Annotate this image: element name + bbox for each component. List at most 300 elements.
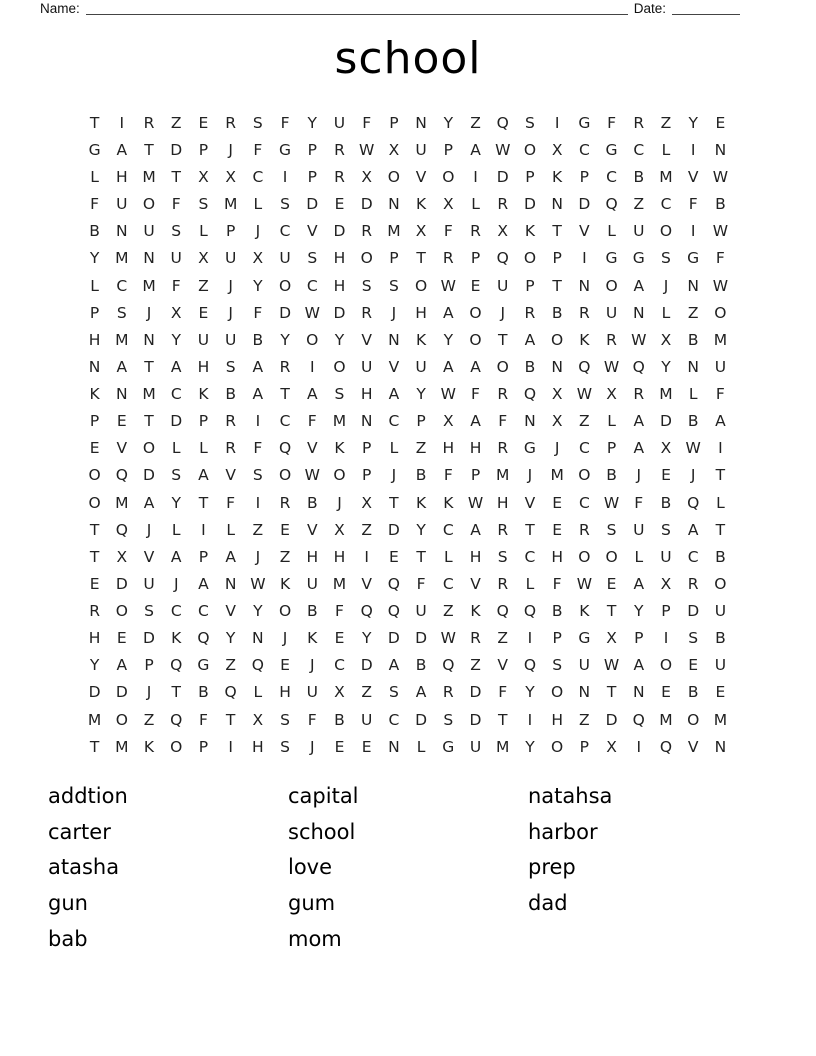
grid-cell: V	[579, 222, 590, 241]
grid-cell: O	[659, 656, 673, 675]
grid-cell: G	[687, 249, 700, 268]
grid-cell: X	[660, 439, 672, 458]
grid-cell: Y	[89, 249, 100, 268]
grid-cell: U	[306, 574, 318, 593]
grid-cell: V	[361, 574, 372, 593]
grid-cell: A	[443, 357, 454, 376]
grid-cell: M	[713, 330, 728, 349]
grid-cell: A	[470, 357, 481, 376]
grid-cell: I	[636, 737, 642, 756]
grid-cell: A	[633, 574, 645, 593]
grid-cell: J	[228, 303, 233, 322]
grid-cell: G	[605, 249, 618, 268]
grid-cell: T	[497, 710, 508, 729]
grid-cell: V	[687, 737, 699, 756]
grid-cell: V	[143, 547, 155, 566]
grid-cell: O	[360, 249, 373, 268]
grid-cell: G	[279, 140, 292, 159]
grid-cell: Z	[415, 439, 427, 458]
grid-cell: O	[142, 195, 156, 214]
grid-cell: U	[714, 602, 727, 621]
grid-cell: B	[524, 357, 536, 376]
grid-cell: D	[306, 195, 319, 214]
grid-cell: G	[88, 140, 101, 159]
grid-cell: T	[144, 412, 154, 431]
grid-cell: B	[606, 466, 617, 485]
grid-cell: Q	[605, 195, 618, 214]
grid-cell: O	[115, 710, 128, 729]
grid-cell: F	[253, 439, 263, 458]
grid-cell: U	[415, 357, 427, 376]
grid-cell: N	[88, 357, 101, 376]
grid-cell: C	[170, 602, 182, 621]
grid-cell: X	[198, 249, 209, 268]
grid-cell: X	[252, 710, 264, 729]
grid-cell: F	[335, 602, 344, 621]
grid-cell: E	[688, 656, 699, 675]
grid-cell: I	[282, 168, 288, 187]
grid-cell: M	[659, 385, 673, 404]
grid-cell: E	[89, 439, 100, 458]
grid-cell: R	[524, 303, 536, 322]
grid-cell: A	[415, 683, 427, 702]
grid-cell: S	[443, 710, 454, 729]
grid-cell: Y	[661, 357, 671, 376]
grid-cell: M	[387, 222, 401, 241]
grid-cell: Z	[497, 629, 509, 648]
grid-cell: R	[687, 574, 699, 593]
grid-cell: O	[551, 737, 564, 756]
grid-cell: Y	[361, 629, 372, 648]
grid-cell: S	[280, 710, 290, 729]
grid-cell: C	[442, 520, 454, 539]
grid-cell: Z	[633, 195, 645, 214]
grid-cell: T	[552, 222, 562, 241]
grid-cell: L	[525, 574, 535, 593]
grid-cell: R	[225, 439, 237, 458]
grid-cell: M	[142, 276, 156, 295]
grid-cell: R	[497, 574, 509, 593]
grid-cell: D	[578, 195, 591, 214]
grid-cell: V	[225, 466, 236, 485]
grid-cell: O	[278, 602, 292, 621]
word-list	[48, 779, 768, 958]
grid-cell: P	[525, 168, 535, 187]
grid-cell: I	[228, 737, 233, 756]
grid-cell: S	[525, 113, 535, 132]
grid-cell: Y	[89, 656, 100, 675]
grid-cell: Z	[252, 520, 264, 539]
grid-cell: R	[279, 357, 291, 376]
grid-cell: P	[416, 412, 426, 431]
grid-cell: C	[442, 574, 454, 593]
grid-cell: Q	[197, 629, 210, 648]
grid-cell: V	[306, 222, 318, 241]
grid-cell: Z	[687, 303, 699, 322]
grid-cell: P	[552, 249, 562, 268]
grid-cell: X	[497, 222, 509, 241]
grid-cell: O	[551, 330, 564, 349]
grid-cell: N	[388, 737, 400, 756]
grid-cell: J	[228, 140, 233, 159]
grid-cell: G	[578, 629, 591, 648]
grid-cell: X	[551, 140, 563, 159]
grid-cell: L	[199, 222, 208, 241]
grid-cell: O	[551, 683, 564, 702]
word-list-item: gun	[48, 891, 88, 916]
grid-cell: P	[389, 113, 399, 132]
grid-cell: J	[255, 547, 261, 566]
grid-cell: F	[362, 113, 372, 132]
grid-cell: I	[582, 249, 587, 268]
grid-cell: S	[252, 113, 263, 132]
grid-cell: M	[332, 412, 347, 431]
grid-cell: S	[144, 602, 154, 621]
grid-cell: W	[576, 385, 593, 404]
grid-cell: B	[687, 412, 699, 431]
date-write-line	[672, 1, 740, 15]
grid-cell: M	[142, 385, 156, 404]
grid-cell: Z	[361, 520, 372, 539]
grid-cell: V	[415, 168, 427, 187]
grid-cell: Z	[579, 412, 590, 431]
grid-cell: X	[442, 195, 454, 214]
grid-cell: U	[605, 303, 618, 322]
grid-cell: K	[470, 602, 481, 621]
grid-cell: A	[443, 303, 454, 322]
grid-cell: Z	[470, 113, 481, 132]
grid-cell: C	[578, 140, 590, 159]
grid-cell: F	[307, 412, 317, 431]
grid-cell: J	[282, 629, 288, 648]
date-label: Date:	[633, 1, 666, 16]
grid-cell: O	[469, 303, 482, 322]
grid-cell: Y	[280, 330, 290, 349]
grid-cell: L	[661, 303, 671, 322]
grid-cell: E	[606, 574, 617, 593]
grid-cell: T	[198, 493, 209, 512]
word-list-item: addtion	[48, 784, 128, 808]
grid-cell: C	[279, 412, 291, 431]
grid-cell: O	[714, 574, 727, 593]
grid-cell: I	[718, 439, 723, 458]
grid-cell: Y	[634, 602, 644, 621]
grid-cell: Z	[442, 602, 454, 621]
grid-cell: L	[416, 737, 426, 756]
grid-cell: Z	[361, 683, 372, 702]
grid-cell: N	[360, 412, 373, 431]
grid-cell: D	[115, 574, 128, 593]
grid-cell: N	[632, 303, 645, 322]
word-list-column	[528, 779, 768, 958]
grid-cell: A	[715, 412, 726, 431]
grid-cell: D	[360, 656, 373, 675]
grid-cell: H	[333, 276, 346, 295]
grid-cell: E	[116, 412, 127, 431]
grid-cell: O	[333, 466, 346, 485]
grid-cell: B	[306, 493, 318, 512]
grid-cell: U	[578, 656, 591, 675]
grid-cell: O	[578, 547, 591, 566]
grid-cell: X	[606, 629, 617, 648]
grid-cell: V	[470, 574, 481, 593]
grid-cell: D	[143, 466, 155, 485]
grid-cell: F	[715, 385, 725, 404]
grid-cell: I	[364, 547, 369, 566]
grid-cell: N	[524, 412, 536, 431]
grid-cell: W	[359, 140, 375, 159]
grid-cell: E	[334, 629, 345, 648]
grid-cell: S	[661, 520, 671, 539]
grid-cell: P	[225, 222, 236, 241]
grid-cell: P	[198, 547, 209, 566]
grid-cell: C	[388, 412, 400, 431]
grid-cell: K	[279, 574, 291, 593]
grid-cell: J	[309, 656, 315, 675]
grid-cell: N	[632, 683, 645, 702]
grid-cell: O	[115, 602, 128, 621]
grid-cell: S	[252, 466, 263, 485]
grid-cell: A	[388, 656, 400, 675]
grid-cell: L	[607, 222, 616, 241]
grid-cell: P	[634, 629, 644, 648]
grid-cell: W	[250, 574, 266, 593]
grid-cell: R	[497, 439, 509, 458]
grid-cell: T	[606, 602, 617, 621]
word-list-item: dad	[528, 891, 568, 916]
grid-cell: J	[500, 303, 506, 322]
grid-cell: Z	[143, 710, 155, 729]
grid-cell: H	[551, 547, 563, 566]
grid-cell: J	[146, 520, 152, 539]
grid-cell: H	[279, 683, 291, 702]
grid-cell: G	[197, 656, 210, 675]
grid-cell: Q	[632, 357, 645, 376]
grid-cell: V	[361, 330, 372, 349]
grid-cell: T	[89, 113, 100, 132]
grid-cell: O	[605, 276, 618, 295]
grid-cell: Y	[525, 683, 535, 702]
grid-cell: C	[606, 168, 617, 187]
grid-cell: M	[496, 466, 510, 485]
grid-cell: T	[416, 547, 426, 566]
grid-cell: B	[415, 656, 427, 675]
grid-cell: N	[687, 357, 699, 376]
grid-cell: O	[415, 276, 428, 295]
grid-cell: Q	[687, 493, 700, 512]
grid-cell: Q	[442, 656, 455, 675]
grid-cell: R	[606, 330, 617, 349]
grid-cell: A	[633, 439, 645, 458]
grid-cell: S	[334, 385, 345, 404]
grid-cell: M	[713, 710, 728, 729]
grid-cell: J	[255, 222, 261, 241]
grid-cell: F	[253, 140, 263, 159]
grid-cell: A	[687, 520, 699, 539]
grid-cell: Q	[523, 385, 537, 404]
grid-cell: P	[198, 412, 209, 431]
grid-cell: N	[687, 276, 699, 295]
grid-cell: O	[170, 737, 183, 756]
grid-cell: A	[116, 140, 128, 159]
grid-cell: U	[197, 330, 210, 349]
grid-cell: I	[309, 357, 315, 376]
grid-cell: A	[306, 385, 318, 404]
grid-cell: N	[714, 140, 727, 159]
grid-cell: I	[255, 412, 261, 431]
grid-cell: U	[361, 357, 373, 376]
grid-cell: T	[89, 737, 100, 756]
grid-cell: R	[497, 195, 509, 214]
grid-cell: N	[415, 113, 427, 132]
grid-cell: A	[470, 412, 481, 431]
grid-cell: S	[198, 195, 209, 214]
grid-cell: B	[715, 547, 726, 566]
grid-cell: E	[661, 683, 671, 702]
grid-cell: Y	[416, 385, 426, 404]
grid-cell: X	[660, 330, 672, 349]
grid-cell: D	[660, 412, 672, 431]
grid-cell: D	[279, 303, 292, 322]
grid-cell: P	[579, 737, 590, 756]
grid-cell: O	[306, 330, 319, 349]
grid-cell: B	[687, 330, 699, 349]
grid-cell: U	[497, 276, 509, 295]
grid-cell: D	[605, 710, 618, 729]
grid-cell: P	[443, 140, 453, 159]
grid-cell: I	[473, 168, 478, 187]
grid-cell: H	[197, 357, 210, 376]
grid-cell: Z	[579, 710, 590, 729]
grid-cell: I	[554, 113, 560, 132]
grid-cell: H	[306, 547, 319, 566]
grid-cell: K	[443, 493, 454, 512]
grid-cell: E	[116, 629, 127, 648]
grid-cell: U	[415, 602, 427, 621]
grid-cell: L	[90, 168, 99, 187]
grid-cell: A	[388, 385, 400, 404]
grid-cell: N	[714, 737, 727, 756]
grid-cell: Q	[496, 113, 509, 132]
grid-cell: N	[143, 330, 155, 349]
grid-cell: Q	[632, 710, 645, 729]
grid-cell: T	[171, 683, 181, 702]
grid-cell: H	[333, 249, 346, 268]
grid-cell: P	[470, 249, 481, 268]
grid-cell: K	[416, 195, 427, 214]
grid-cell: C	[578, 439, 590, 458]
grid-cell: P	[362, 466, 372, 485]
grid-cell: D	[415, 710, 428, 729]
grid-cell: Q	[278, 439, 292, 458]
grid-cell: Y	[416, 520, 426, 539]
grid-cell: U	[633, 222, 645, 241]
grid-cell: U	[224, 249, 237, 268]
word-list-item: prep	[528, 855, 576, 880]
grid-cell: Z	[470, 656, 481, 675]
grid-cell: J	[173, 574, 179, 593]
word-list-item: mom	[288, 926, 342, 951]
grid-cell: B	[551, 303, 563, 322]
grid-cell: W	[603, 493, 620, 512]
grid-cell: L	[171, 439, 181, 458]
grid-cell: T	[89, 520, 100, 539]
grid-cell: C	[279, 222, 291, 241]
word-list-item: atasha	[48, 855, 120, 880]
grid-cell: M	[659, 710, 673, 729]
grid-cell: F	[688, 195, 698, 214]
grid-cell: O	[714, 303, 727, 322]
grid-cell: Q	[659, 737, 673, 756]
grid-cell: I	[690, 222, 696, 241]
grid-cell: A	[116, 357, 128, 376]
grid-cell: J	[391, 303, 397, 322]
grid-cell: U	[714, 357, 727, 376]
grid-cell: V	[306, 520, 318, 539]
grid-cell: C	[334, 656, 345, 675]
grid-cell: A	[116, 656, 128, 675]
grid-cell: P	[525, 276, 535, 295]
grid-cell: U	[333, 113, 346, 132]
grid-cell: U	[116, 195, 128, 214]
grid-cell: N	[551, 357, 563, 376]
grid-cell: S	[497, 547, 508, 566]
grid-cell: H	[442, 439, 455, 458]
grid-cell: L	[253, 683, 263, 702]
grid-cell: P	[144, 656, 154, 675]
grid-cell: T	[89, 547, 100, 566]
grid-cell: H	[551, 710, 563, 729]
grid-cell: D	[415, 629, 428, 648]
grid-cell: C	[578, 493, 590, 512]
grid-cell: W	[440, 385, 456, 404]
grid-cell: E	[334, 737, 345, 756]
grid-cell: J	[636, 466, 642, 485]
grid-cell: M	[115, 330, 129, 349]
grid-cell: T	[715, 520, 726, 539]
grid-cell: E	[198, 113, 209, 132]
grid-cell: Y	[443, 113, 454, 132]
grid-cell: H	[333, 547, 346, 566]
grid-cell: R	[225, 412, 237, 431]
grid-cell: X	[225, 168, 236, 187]
grid-cell: C	[170, 385, 182, 404]
grid-cell: W	[603, 357, 620, 376]
grid-cell: Y	[525, 737, 535, 756]
grid-cell: F	[253, 303, 263, 322]
grid-cell: P	[89, 303, 100, 322]
grid-cell: H	[415, 303, 427, 322]
grid-cell: P	[606, 439, 617, 458]
grid-cell: F	[715, 249, 725, 268]
grid-cell: Q	[387, 574, 400, 593]
grid-cell: V	[687, 168, 699, 187]
grid-cell: O	[578, 466, 591, 485]
grid-cell: D	[469, 683, 482, 702]
word-list-item: capital	[288, 784, 359, 808]
grid-cell: O	[523, 249, 537, 268]
grid-cell: R	[89, 602, 100, 621]
grid-cell: U	[361, 710, 373, 729]
grid-cell: N	[224, 574, 237, 593]
grid-cell: W	[631, 330, 647, 349]
grid-cell: F	[443, 222, 453, 241]
grid-cell: G	[605, 140, 618, 159]
grid-cell: O	[469, 330, 482, 349]
grid-cell: U	[306, 683, 318, 702]
grid-cell: I	[663, 629, 669, 648]
grid-cell: P	[470, 466, 481, 485]
